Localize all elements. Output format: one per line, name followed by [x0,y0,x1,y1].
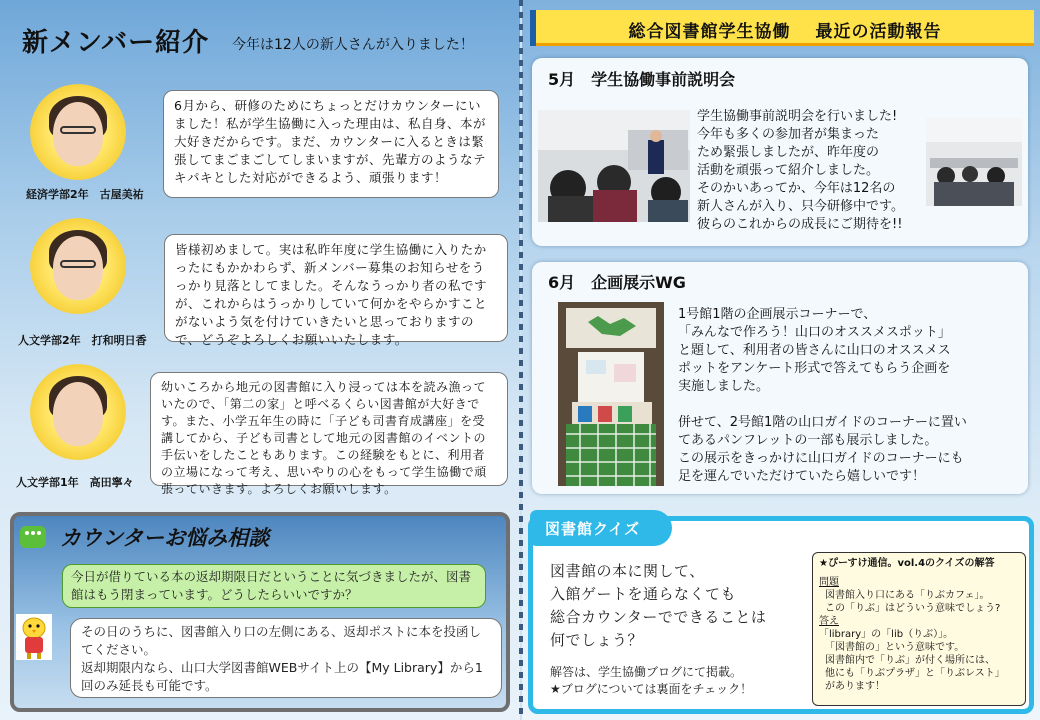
glasses-icon [60,126,96,134]
member-portrait-2 [30,218,126,314]
answer-box-a-line: があります！ [825,681,885,692]
june-line: 1号館1階の企画展示コーナーで、 [678,307,877,322]
briefing-photo-1 [538,110,690,222]
member-name-1: 経済学部2年 古屋美祐 [26,188,144,201]
quiz-question-line: 図書館の本に関して、 [550,562,705,580]
page-divider [519,0,523,720]
consult-answer [70,618,502,698]
member-message-2: 皆様初めまして。実は私昨年度に学生協働に入りたかったにもかかわらず、新メンバー募集のお知らせをうっかり見落としてました。そんなうっかり者の私ですが、これからはうっかりしていて何かをやらかすことがないよう気を付けていきたいと思っておりますので、どうぞよろしくお願いいたします。 [164,234,508,342]
quiz-question-line: 何でしょう？ [550,631,644,649]
quiz-note-line: 解答は、学生協働ブログにて掲載。 [550,665,743,679]
report-title: 総合図書館学生協働 最近の活動報告 [628,22,942,42]
new-members-subtitle: 今年は12人の新人さんが入りました！ [232,37,474,53]
answer-line-1: その日のうちに、図書館入り口の左側にある、返却ポストに本を投函してください。 [81,624,482,657]
answer-box-q-line: この「りぶ」はどういう意味でしょう? [825,603,1001,614]
june-line: 「みんなで作ろう！山口のオススメスポット」 [678,325,951,340]
june-heading: 6月 企画展示WG [548,273,686,292]
june-line: この展示をきっかけに山口ガイドのコーナーにも [678,451,964,466]
answer-box-a-line: 他にも「りぶプラザ」と「りぶレスト」 [825,668,1005,679]
member-name-2: 人文学部2年 打和明日香 [18,334,147,347]
june-line: と題して、利用者の皆さんに山口のオススメス [678,343,951,358]
answer-box-a-line: 図書館内で「りぶ」が付く場所には、 [825,655,995,666]
quiz-question-line: 総合カウンターでできることは [550,608,767,626]
member-message-1: 6月から、研修のためにちょっとだけカウンターにいました！私が学生協働に入った理由は、私自身、本が大好きだからです。まだ、カウンターに入るときは緊張してまごまごしてしまいますが、先輩方のようなテキパキとした対応ができるよう、頑張ります！ [163,90,499,198]
answer-box-a-line: 「図書館の」という意味です。 [825,642,965,653]
june-line: 併せて、2号館1階の山口ガイドのコーナーに置い [678,415,967,430]
face-shape [53,102,103,166]
june-line: 実施しました。 [678,379,770,394]
glasses-icon [60,260,96,268]
may-heading: 5月 学生協働事前説明会 [548,70,736,89]
may-line: 学生協働事前説明会を行いました! [697,109,898,124]
june-line: 足を運んでいただけていたら嬉しいです！ [678,469,926,484]
answer-box-a-label: 答え [819,616,839,627]
answer-box-q-label: 問題 [819,577,839,588]
mascot-icon [16,614,52,660]
answer-line-2: 返却期限内なら、山口大学図書館WEBサイト上の【My Library】から1回のみ延長も可能です。 [81,660,483,693]
june-line [678,396,1020,414]
new-members-title: 新メンバー紹介 [22,28,210,58]
member-portrait-3 [30,364,126,460]
answer-box-q-line: 図書館入り口にある「りぶカフェ」。 [825,590,990,601]
answer-box-heading: ★ぴーすけ通信。vol.4のクイズの解答 [819,558,995,569]
consult-title: カウンターお悩み相談 [60,526,270,550]
may-line: 彼らのこれからの成長にご期待を!! [697,217,903,232]
chat-bubble-icon [20,526,46,548]
may-line: 活動を頑張って紹介しました。 [697,163,880,178]
member-name-3: 人文学部1年 高田寧々 [16,476,134,489]
member-portrait-1 [30,84,126,180]
face-shape [53,236,103,300]
quiz-note-line: ★ブログについては裏面をチェック！ [550,682,753,696]
may-line: そのかいあってか、今年は12名の [697,181,896,196]
answer-box-a-line: 「library」の「lib（りぶ）」。 [819,629,954,640]
may-line: 新人さんが入り、只今研修中です。 [697,199,904,214]
previous-quiz-answer [812,552,1026,706]
member-message-3: 幼いころから地元の図書館に入り浸っては本を読み漁っていたので、「第二の家」と呼べるくらい図書館が大好きです。また、小学五年生の時に「子ども司書育成講座」を受講してから、子ども司書として地元の図書館のイベントの手伝いをしたこともあります。この経験をもとに、利用者の立場になって考え、思いやりの心をもって学生協働で頑張っていきます。よろしくお願いします。 [150,372,508,486]
quiz-question [550,560,810,652]
exhibit-photo [558,302,664,486]
quiz-title: 図書館クイズ [545,520,641,538]
face-shape [53,382,103,446]
quiz-note [550,664,810,698]
june-line: ポットをアンケート形式で答えてもらう企画を [678,361,951,376]
briefing-photo-2 [926,118,1022,206]
may-line: 今年も多くの参加者が集まった [697,127,880,142]
may-report-text [697,108,933,234]
may-line: ため緊張しましたが、昨年度の [697,145,880,160]
june-line: てあるパンフレットの一部も展示しました。 [678,433,938,448]
june-report-text [678,306,1020,486]
consult-question: 今日が借りている本の返却期限日だということに気づきましたが、図書館はもう閉まっています。どうしたらいいですか？ [62,564,486,608]
quiz-question-line: 入館ゲートを通らなくても [550,585,737,603]
